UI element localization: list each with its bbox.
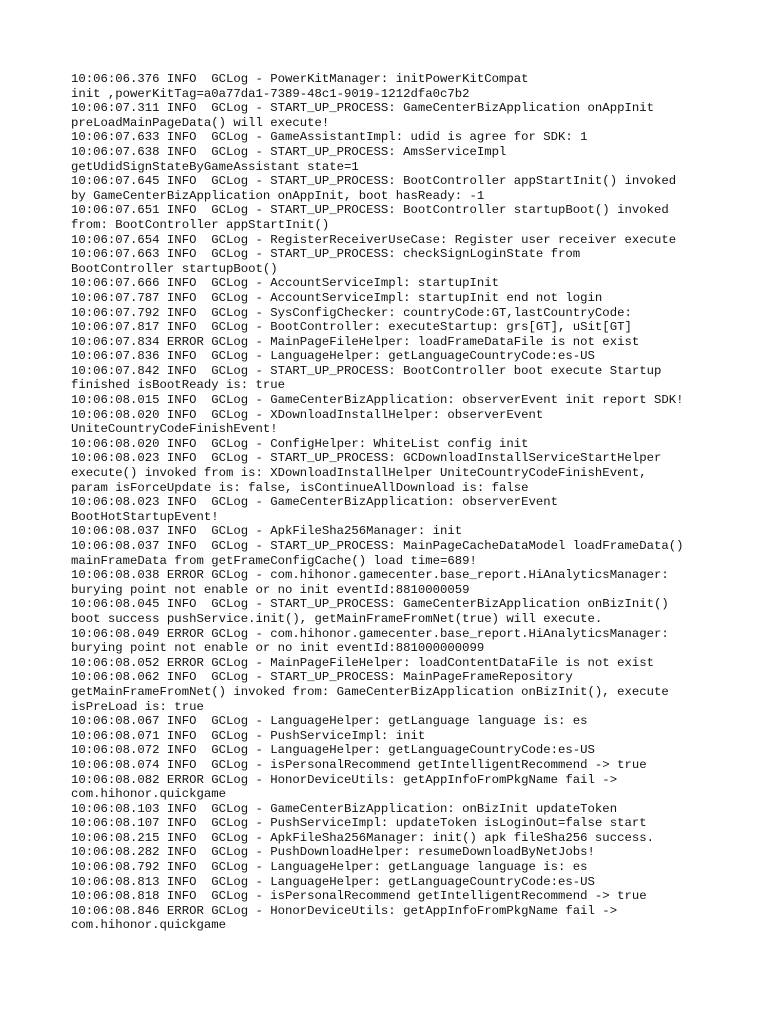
- log-line: 10:06:07.836 INFO GCLog - LanguageHelper: getLanguageCountryCode:es-US: [71, 349, 595, 364]
- log-line: 10:06:08.074 INFO GCLog - isPersonalRecommend getIntelligentRecommend -> true: [71, 757, 647, 772]
- log-line: 10:06:08.037 INFO GCLog - START_UP_PROCESS: MainPageCacheDataModel loadFrameData(): [71, 539, 684, 553]
- log-line: burying point not enable or no init eventId:8810000059: [71, 582, 470, 597]
- log-line: com.hihonor.quickgame: [71, 918, 226, 933]
- log-line: getUdidSignStateByGameAssistant state=1: [71, 159, 359, 174]
- log-line: 10:06:08.020 INFO GCLog - ConfigHelper: WhiteList config init: [71, 436, 529, 451]
- log-line: 10:06:08.020 INFO GCLog - XDownloadInstallHelper: observerEvent: [71, 407, 544, 422]
- log-line: 10:06:08.038 ERROR GCLog - com.hihonor.gamecenter.base_report.HiAnalyticsManager:: [71, 568, 669, 583]
- log-line: 10:06:08.792 INFO GCLog - LanguageHelper: getLanguage language is: es: [71, 860, 588, 875]
- log-line: 10:06:07.633 INFO GCLog - GameAssistantImpl: udid is agree for SDK: 1: [71, 130, 588, 145]
- log-line: getMainFrameFromNet() invoked from: GameCenterBizApplication onBizInit(), execute: [71, 684, 669, 699]
- log-line: burying point not enable or no init eventId:881000000099: [71, 641, 485, 656]
- log-line: 10:06:08.067 INFO GCLog - LanguageHelper: getLanguage language is: es: [71, 714, 588, 729]
- log-line: 10:06:08.037 INFO GCLog - ApkFileSha256Manager: init: [71, 524, 463, 539]
- log-line: 10:06:08.818 INFO GCLog - isPersonalRecommend getIntelligentRecommend -> true: [71, 889, 647, 904]
- log-line: execute() invoked from is: XDownloadInstallHelper UniteCountryCodeFinishEvent,: [71, 466, 647, 481]
- log-line: 10:06:08.215 INFO GCLog - ApkFileSha256Manager: init() apk fileSha256 success.: [71, 830, 654, 845]
- log-line: mainFrameData from getFrameConfigCache() load time=689!: [71, 553, 477, 568]
- log-line: 10:06:08.107 INFO GCLog - PushServiceImpl: updateToken isLoginOut=false start: [71, 816, 647, 831]
- log-line: 10:06:07.787 INFO GCLog - AccountServiceImpl: startupInit end not login: [71, 290, 603, 305]
- log-line: 10:06:08.052 ERROR GCLog - MainPageFileHelper: loadContentDataFile is not exist: [71, 655, 654, 670]
- log-line: 10:06:07.651 INFO GCLog - START_UP_PROCESS: BootController startupBoot() invoked: [71, 203, 669, 218]
- log-line: preLoadMainPageData() will execute!: [71, 115, 330, 130]
- log-line: 10:06:08.072 INFO GCLog - LanguageHelper: getLanguageCountryCode:es-US: [71, 743, 595, 758]
- log-line: 10:06:08.049 ERROR GCLog - com.hihonor.gamecenter.base_report.HiAnalyticsManager:: [71, 626, 669, 641]
- log-line: 10:06:08.082 ERROR GCLog - HonorDeviceUtils: getAppInfoFromPkgName fail ->: [71, 772, 618, 787]
- log-line: 10:06:07.638 INFO GCLog - START_UP_PROCESS: AmsServiceImpl: [71, 144, 507, 159]
- log-line: com.hihonor.quickgame: [71, 787, 226, 802]
- log-line: 10:06:08.023 INFO GCLog - GameCenterBizApplication: observerEvent: [71, 495, 559, 510]
- log-line: 10:06:08.282 INFO GCLog - PushDownloadHelper: resumeDownloadByNetJobs!: [71, 845, 595, 860]
- log-line: from: BootController appStartInit(): [71, 217, 330, 232]
- log-line: 10:06:08.103 INFO GCLog - GameCenterBizApplication: onBizInit updateToken: [71, 801, 618, 816]
- log-line: 10:06:07.654 INFO GCLog - RegisterReceiverUseCase: Register user receiver execute: [71, 232, 677, 247]
- log-line: 10:06:08.071 INFO GCLog - PushServiceImpl: init: [71, 728, 426, 743]
- log-line: 10:06:08.062 INFO GCLog - START_UP_PROCESS: MainPageFrameRepository: [71, 670, 573, 685]
- log-line: 10:06:07.311 INFO GCLog - START_UP_PROCESS: GameCenterBizApplication onAppInit: [71, 101, 654, 116]
- log-document: [71, 72, 761, 933]
- log-line: 10:06:07.792 INFO GCLog - SysConfigChecker: countryCode:GT,lastCountryCode:: [71, 305, 632, 320]
- log-line: UniteCountryCodeFinishEvent!: [71, 422, 278, 437]
- log-line: init ,powerKitTag=a0a77da1-7389-48c1-9019-1212dfa0c7b2: [71, 86, 470, 101]
- log-line: param isForceUpdate is: false, isContinueAllDownload is: false: [71, 480, 529, 495]
- log-line: 10:06:07.817 INFO GCLog - BootController: executeStartup: grs[GT], uSit[GT]: [71, 320, 632, 335]
- log-line: 10:06:07.645 INFO GCLog - START_UP_PROCESS: BootController appStartInit() invoked: [71, 174, 677, 189]
- log-line: 10:06:07.834 ERROR GCLog - MainPageFileHelper: loadFrameDataFile is not exist: [71, 334, 640, 349]
- log-line: 10:06:08.846 ERROR GCLog - HonorDeviceUtils: getAppInfoFromPkgName fail ->: [71, 903, 618, 918]
- log-line: by GameCenterBizApplication onAppInit, boot hasReady: -1: [71, 188, 485, 203]
- log-line: isPreLoad is: true: [71, 699, 204, 714]
- log-line: boot success pushService.init(), getMainFrameFromNet(true) will execute.: [71, 611, 603, 626]
- log-line: BootController startupBoot(): [71, 261, 278, 276]
- log-line: 10:06:06.376 INFO GCLog - PowerKitManager: initPowerKitCompat: [71, 72, 529, 86]
- log-line: 10:06:08.015 INFO GCLog - GameCenterBizApplication: observerEvent init report SDK!: [71, 393, 684, 408]
- log-line: 10:06:08.023 INFO GCLog - START_UP_PROCESS: GCDownloadInstallServiceStartHelper: [71, 451, 662, 466]
- log-line: 10:06:07.842 INFO GCLog - START_UP_PROCESS: BootController boot execute Startup: [71, 363, 662, 378]
- log-line: 10:06:08.045 INFO GCLog - START_UP_PROCESS: GameCenterBizApplication onBizInit(): [71, 597, 669, 612]
- log-line: 10:06:07.666 INFO GCLog - AccountServiceImpl: startupInit: [71, 276, 500, 291]
- log-line: finished isBootReady is: true: [71, 378, 286, 393]
- log-line: 10:06:08.813 INFO GCLog - LanguageHelper: getLanguageCountryCode:es-US: [71, 874, 595, 889]
- log-line: 10:06:07.663 INFO GCLog - START_UP_PROCESS: checkSignLoginState from: [71, 247, 581, 262]
- log-line: BootHotStartupEvent!: [71, 509, 219, 524]
